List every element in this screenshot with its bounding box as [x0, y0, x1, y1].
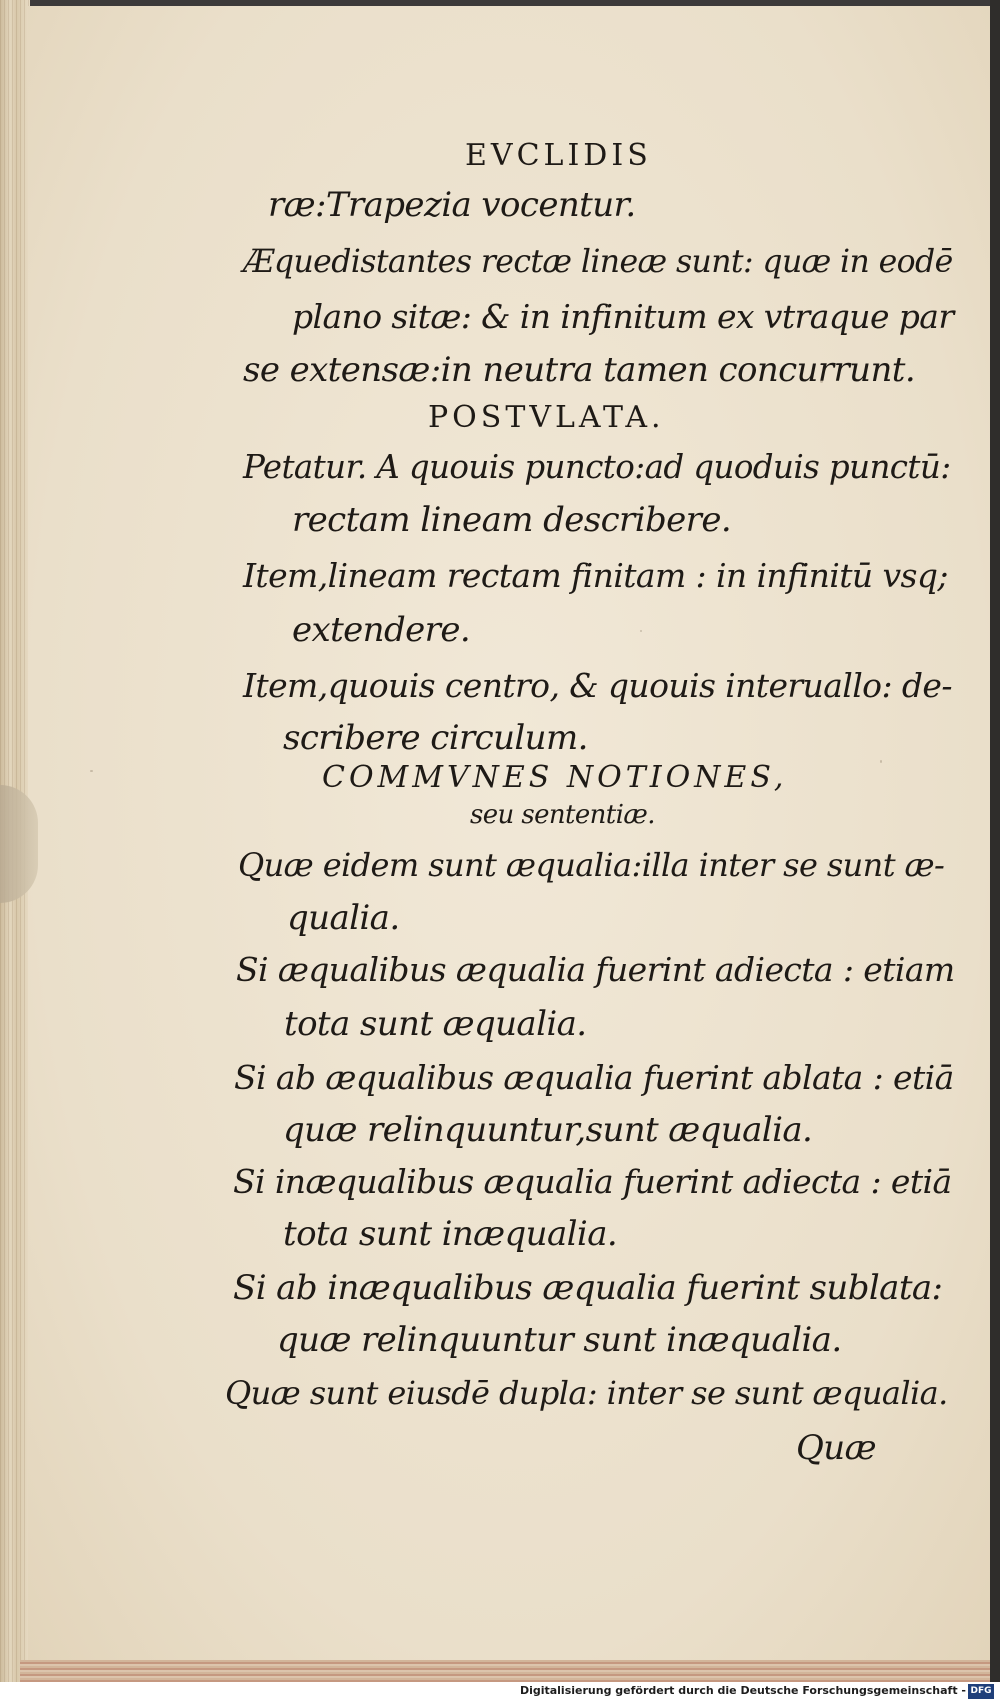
digitization-credit: Digitalisierung gefördert durch die Deutsche Forschungsgemeinschaft -: [519, 1684, 966, 1697]
text-line-19: quæ relinquuntur,sunt æqualia.: [283, 1110, 813, 1150]
text-line-4: se extensæ:in neutra tamen concurrunt.: [243, 350, 916, 390]
text-line-3: plano sitæ: & in infinitum ex vtraque par: [292, 297, 954, 336]
text-line-16: Si æqualibus æqualia fuerint adiecta : etiam: [236, 950, 955, 989]
text-line-14: Quæ eidem sunt æqualia:illa inter se sunt æ-: [238, 846, 945, 884]
text-line-24: Quæ sunt eiusdē dupla: inter se sunt æqualia.: [225, 1374, 948, 1412]
running-head: EVCLIDIS: [465, 138, 652, 173]
book-bottom-edge: [20, 1660, 990, 1682]
text-line-8: Item,lineam rectam finitam : in infinitū vsq;: [243, 556, 948, 595]
text-line-6: Petatur. A quouis puncto:ad quoduis punctū:: [243, 448, 951, 486]
text-line-11: scribere circulum.: [283, 718, 588, 758]
text-line-2: Æquedistantes rectæ lineæ sunt: quæ in eodē: [243, 244, 953, 280]
text-line-1: ræ:Trapezia vocentur.: [268, 185, 636, 225]
section-subheading: seu sententiæ.: [470, 800, 655, 830]
text-line-17: tota sunt æqualia.: [284, 1004, 587, 1044]
section-heading-postulata: POSTVLATA.: [428, 400, 665, 435]
paper-speck: [820, 380, 823, 383]
text-line-10: Item,quouis centro, & quouis interuallo: de-: [243, 666, 952, 705]
section-heading-communes-notiones: COMMVNES NOTIONES,: [322, 760, 788, 795]
text-line-22: Si ab inæqualibus æqualia fuerint sublata:: [233, 1268, 943, 1308]
text-line-20: Si inæqualibus æqualia fuerint adiecta : etiā: [233, 1162, 952, 1201]
text-line-15: qualia.: [287, 898, 400, 938]
dfg-logo-icon: DFG: [968, 1684, 994, 1699]
paper-speck: [90, 770, 93, 772]
paper-speck: [880, 760, 882, 763]
catchword: Quæ: [796, 1428, 876, 1468]
text-line-9: extendere.: [292, 610, 471, 650]
text-line-23: quæ relinquuntur sunt inæqualia.: [277, 1320, 842, 1360]
text-line-18: Si ab æqualibus æqualia fuerint ablata : etiā: [234, 1058, 954, 1097]
text-line-21: tota sunt inæqualia.: [283, 1214, 618, 1254]
paper-speck: [640, 630, 642, 632]
text-line-7: rectam lineam describere.: [292, 500, 732, 540]
